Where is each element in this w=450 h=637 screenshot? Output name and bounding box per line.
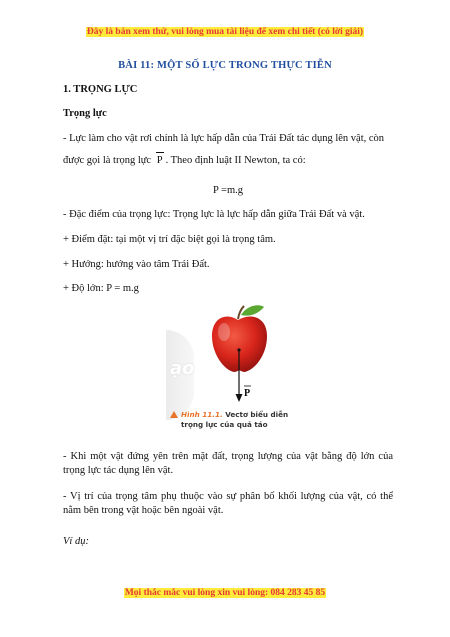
formula: P =m.g xyxy=(212,185,244,196)
caption-triangle-icon xyxy=(170,411,178,418)
vector-p-symbol: P xyxy=(154,154,166,168)
paragraph-3: - Vị trí của trọng tâm phụ thuộc vào sự phân bố khối lượng của vật, có thể nằm bên trong vật hoặc bên ngoài vật. xyxy=(63,491,393,516)
paragraph-1-text-end: . Theo định luật II Newton, ta có: xyxy=(165,155,306,166)
paragraph-1-line-2 xyxy=(63,154,393,168)
bullet-magnitude: + Độ lớn: P = m.g xyxy=(63,283,139,294)
preview-banner xyxy=(0,27,450,37)
apple-highlight xyxy=(218,323,230,341)
gravity-vector-arrowhead xyxy=(236,394,243,402)
center-of-gravity-point xyxy=(237,348,240,351)
contact-footer xyxy=(0,588,450,598)
bullet-application-point: + Điểm đặt: tại một vị trí đặc biệt gọi là trọng tâm. xyxy=(63,234,276,245)
contact-footer-text: Mọi thắc mắc vui lòng xin vui lòng: 084 283 45 85 xyxy=(124,588,326,598)
caption-line-1: Vectơ biểu diễn xyxy=(225,410,289,419)
paragraph-1-line-1: - Lực làm cho vật rơi chính là lực hấp dẫn của Trái Đất tác dụng lên vật, còn xyxy=(63,133,385,144)
caption-line-2: trọng lực của quả táo xyxy=(181,420,268,429)
bullet-characteristics: - Đặc điểm của trọng lực: Trọng lực là lực hấp dẫn giữa Trái Đất và vật. xyxy=(63,209,365,220)
paragraph-2: - Khi một vật đứng yên trên mặt đất, trọng lượng của vật bằng độ lớn của trọng lực tác dụng lên vật. xyxy=(63,451,393,476)
lesson-title: BÀI 11: MỘT SỐ LỰC TRONG THỰC TIỄN xyxy=(118,60,332,71)
section-heading: 1. TRỌNG LỰC xyxy=(63,84,138,95)
preview-banner-text: Đây là bản xem thử, vui lòng mua tài liệu để xem chi tiết (có lời giải) xyxy=(86,27,364,37)
subheading: Trọng lực xyxy=(63,108,107,119)
watermark-text: ạo xyxy=(170,358,195,379)
figure-caption xyxy=(170,410,295,430)
bullet-direction: + Hướng: hướng vào tâm Trái Đất. xyxy=(63,259,210,270)
example-label: Ví dụ: xyxy=(63,536,89,547)
caption-figure-number: Hình 11.1. xyxy=(181,410,223,419)
paragraph-1-text: được gọi là trọng lực xyxy=(63,155,152,166)
vector-label: P xyxy=(244,388,251,399)
